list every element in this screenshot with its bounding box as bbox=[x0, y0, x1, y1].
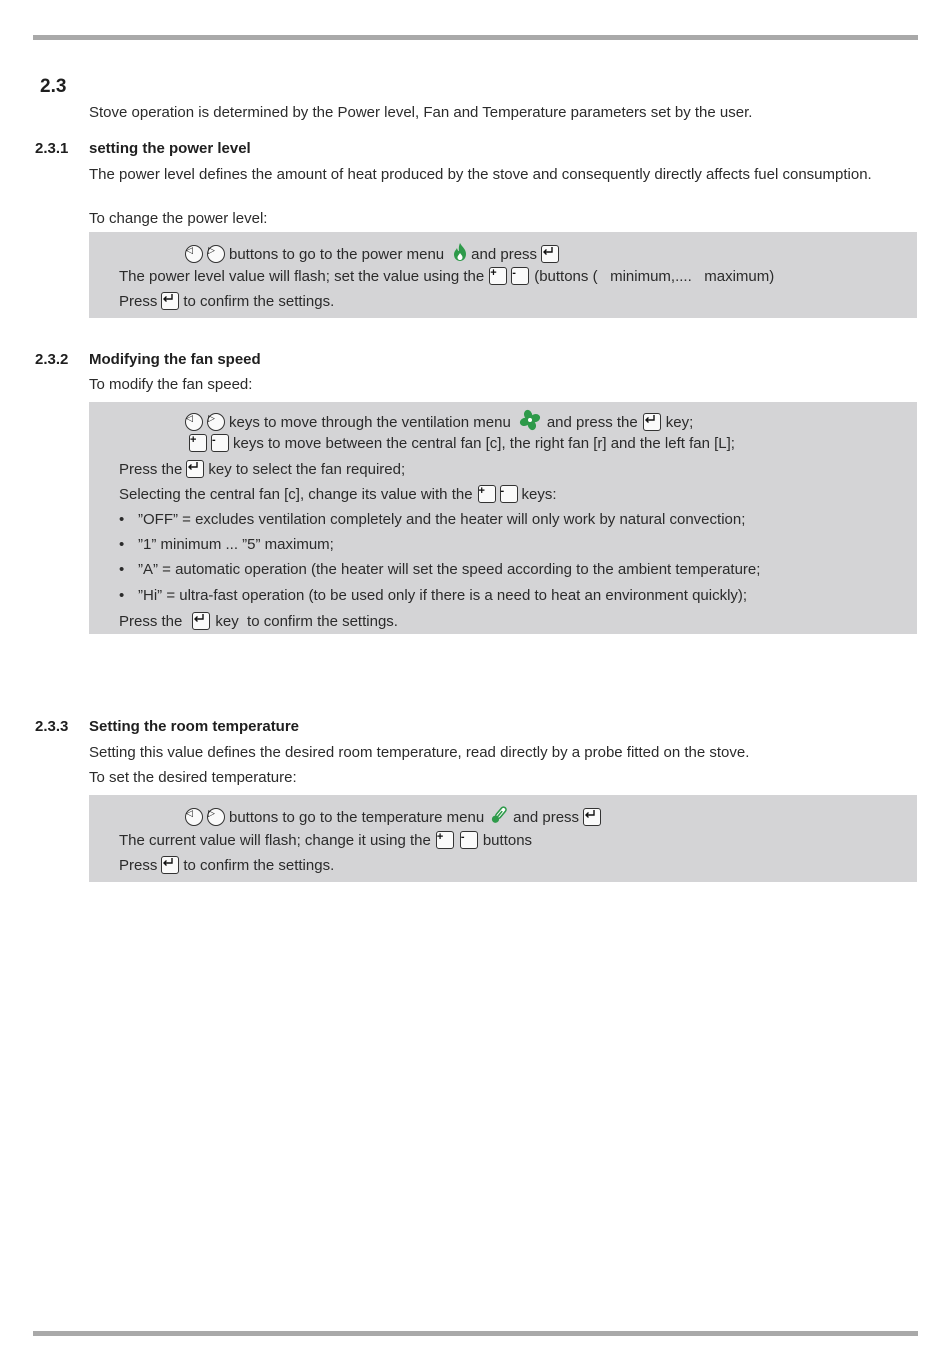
list-item-text: ”A” = automatic operation (the heater will set the speed according to the ambient temperature; bbox=[138, 561, 761, 578]
instruction-text: The power level value will flash; set the value using the bbox=[119, 267, 485, 285]
instruction-text: keys to move through the ventilation menu bbox=[229, 413, 511, 431]
flame-icon bbox=[452, 242, 468, 266]
minus-key-icon: - bbox=[500, 485, 518, 503]
paragraph: To set the desired temperature: bbox=[89, 769, 297, 786]
instruction-text: key to select the fan required; bbox=[208, 460, 406, 478]
instruction-box bbox=[89, 402, 917, 634]
instruction-text: Press the bbox=[119, 460, 183, 478]
subsection-number: 2.3.3 bbox=[35, 718, 69, 735]
instruction-text: Press bbox=[119, 292, 158, 310]
instruction-text: keys to move between the central fan [c], the right fan [r] and the left fan [L]; bbox=[233, 434, 735, 452]
instruction-text: The current value will flash; change it using the bbox=[119, 831, 431, 849]
top-rule bbox=[33, 35, 918, 40]
instruction-text: Selecting the central fan [c], change its value with the bbox=[119, 485, 473, 503]
instruction-text: to confirm the settings. bbox=[183, 856, 335, 874]
instruction-text: buttons to go to the temperature menu bbox=[229, 808, 485, 826]
subsection-number: 2.3.2 bbox=[35, 351, 69, 368]
plus-key-icon: + bbox=[489, 267, 507, 285]
instruction-text: Press bbox=[119, 856, 158, 874]
fan-icon bbox=[519, 409, 541, 435]
left-arrow-key-icon: ◁ bbox=[185, 413, 203, 431]
right-arrow-key-icon: ▷ bbox=[207, 245, 225, 263]
right-arrow-key-icon: ▷ bbox=[207, 413, 225, 431]
enter-key-icon bbox=[541, 245, 559, 263]
minus-key-icon: - bbox=[211, 434, 229, 452]
minus-key-icon: - bbox=[511, 267, 529, 285]
instruction-text: buttons bbox=[482, 831, 533, 849]
list-item-text: ”Hi” = ultra-fast operation (to be used only if there is a need to heat an environment quickly); bbox=[138, 587, 748, 604]
subsection-title: Modifying the fan speed bbox=[89, 351, 261, 368]
enter-key-icon bbox=[161, 292, 179, 310]
enter-key-icon bbox=[643, 413, 661, 431]
bullet: • bbox=[119, 561, 125, 578]
paragraph: To modify the fan speed: bbox=[89, 376, 253, 393]
instruction-text: (buttons ( minimum,.... maximum) bbox=[534, 267, 775, 285]
enter-key-icon bbox=[186, 460, 204, 478]
section-number: 2.3 bbox=[40, 76, 67, 97]
plus-key-icon: + bbox=[436, 831, 454, 849]
plus-key-icon: + bbox=[478, 485, 496, 503]
instruction-text: and press bbox=[471, 245, 538, 263]
list-item-text: ”OFF” = excludes ventilation completely and the heater will only work by natural convection; bbox=[138, 511, 746, 528]
list-item bbox=[119, 511, 745, 528]
left-arrow-key-icon: ◁ bbox=[185, 808, 203, 826]
plus-key-icon: + bbox=[189, 434, 207, 452]
section-intro: Stove operation is determined by the Power level, Fan and Temperature parameters set by the user. bbox=[89, 104, 753, 121]
minus-key-icon: - bbox=[460, 831, 478, 849]
right-arrow-key-icon: ▷ bbox=[207, 808, 225, 826]
bullet: • bbox=[119, 511, 125, 528]
left-arrow-key-icon: ◁ bbox=[185, 245, 203, 263]
instruction-text: key; bbox=[665, 413, 694, 431]
instruction-text: buttons to go to the power menu bbox=[229, 245, 445, 263]
bottom-rule bbox=[33, 1331, 918, 1336]
thermometer-icon bbox=[488, 805, 510, 829]
list-item bbox=[119, 561, 760, 578]
instruction-text: key to confirm the settings. bbox=[215, 612, 398, 630]
list-item bbox=[119, 587, 747, 604]
subsection-title: Setting the room temperature bbox=[89, 718, 300, 735]
enter-key-icon bbox=[161, 856, 179, 874]
instruction-text: Press the bbox=[119, 612, 183, 630]
list-item bbox=[119, 536, 334, 553]
bullet: • bbox=[119, 536, 125, 553]
bullet: • bbox=[119, 587, 125, 604]
paragraph: Setting this value defines the desired room temperature, read directly by a probe fitted on the stove. bbox=[89, 744, 750, 761]
list-item-text: ”1” minimum ... ”5” maximum; bbox=[138, 536, 334, 553]
instruction-text: and press the bbox=[546, 413, 638, 431]
enter-key-icon bbox=[583, 808, 601, 826]
instruction-box bbox=[89, 795, 917, 882]
instruction-text: and press bbox=[513, 808, 580, 826]
subsection-title: setting the power level bbox=[89, 140, 251, 157]
paragraph: To change the power level: bbox=[89, 210, 268, 227]
paragraph: The power level defines the amount of heat produced by the stove and consequently directly affects fuel consumption. bbox=[89, 166, 872, 183]
enter-key-icon bbox=[192, 612, 210, 630]
instruction-box bbox=[89, 232, 917, 318]
instruction-text: to confirm the settings. bbox=[183, 292, 335, 310]
subsection-number: 2.3.1 bbox=[35, 140, 69, 157]
instruction-text: keys: bbox=[521, 485, 557, 503]
